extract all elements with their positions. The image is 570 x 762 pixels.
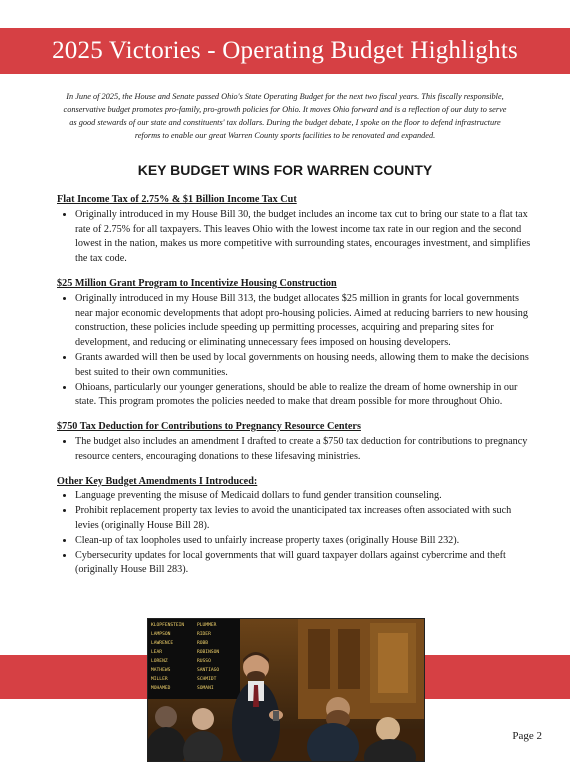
section-heading: Other Key Budget Amendments I Introduced:	[57, 475, 258, 487]
intro-paragraph: In June of 2025, the House and Senate passed Ohio's State Operating Budget for the next two fiscal years. This fiscally responsible, conservative budget promotes pro-family, pro-growth policies for Ohio. It moves Ohio forward and is a reflection of our duty to serve as good stewards of our state and constituents' tax dollars. During the budget debate, I spoke on the floor to defend infrastructure reforms to enable our great Warren County sports facilities to be renovated and expanded.	[63, 92, 507, 140]
board-name: SCHMIDT	[197, 677, 217, 682]
section-income-tax	[57, 193, 533, 267]
bullet-item: • Originally introduced in my House Bill 313, the budget allocates $25 million in grants for local governments near major economic developments that adopt pro-housing policies. Aimed at reducing barriers to new housing construction, these policies include speeding up permitting processes, acquiring and preparing sites for development, and reducing or eliminating unnecessary fees imposed on housing developers.	[75, 292, 533, 351]
board-name: ROBB	[197, 641, 209, 646]
photo-illustration	[148, 619, 424, 761]
bullet-item: • Prohibit replacement property tax levies to avoid the unanticipated tax increases often associated with such levies (originally House Bill 28).	[75, 504, 533, 534]
section-heading: Flat Income Tax of 2.75% & $1 Billion Income Tax Cut	[57, 194, 297, 205]
section-pregnancy-deduction	[57, 420, 533, 464]
board-name: PLUMMER	[197, 623, 217, 628]
bullet-item: • Cybersecurity updates for local governments that will guard taxpayer dollars against cybercrime and theft (originally House Bill 283).	[75, 549, 533, 579]
board-name: MOHAMED	[151, 686, 171, 691]
section-heading: $25 Million Grant Program to Incentivize Housing Construction	[57, 277, 337, 289]
board-name: LORENZ	[151, 659, 168, 664]
section-heading: $750 Tax Deduction for Contributions to Pregnancy Resource Centers	[57, 421, 361, 433]
house-floor-photo	[147, 618, 425, 762]
board-name: LAWRENCE	[151, 641, 174, 646]
board-name: SANTIAGO	[197, 668, 220, 673]
bullet-list	[57, 292, 533, 410]
section-title: KEY BUDGET WINS FOR WARREN COUNTY	[137, 162, 433, 178]
bullet-item: • The budget also includes an amendment I drafted to create a $750 tax deduction for contributions to pregnancy resource centers, encouraging donations to these lifesaving ministries.	[75, 435, 533, 465]
section-other-amendments	[57, 475, 533, 579]
board-name: MILLER	[151, 677, 168, 682]
bullet-item: • Originally introduced in my House Bill 30, the budget includes an income tax cut to bring our state to a flat tax rate of 2.75% for all taxpayers. This leaves Ohio with the lowest income tax rate in our region and the second lowest in the nation, makes us more competitive with surrounding states, encourages investment, and simplifies the tax code.	[75, 208, 533, 267]
board-name: ROBINSON	[197, 650, 220, 655]
page-number: Page 2	[512, 730, 542, 742]
bullet-list	[57, 435, 533, 465]
budget-content	[57, 193, 533, 588]
page-title: 2025 Victories - Operating Budget Highlights	[52, 37, 518, 64]
board-name: LEAR	[151, 650, 163, 655]
board-name: MATHEWS	[151, 668, 171, 673]
board-name: RIDER	[197, 632, 211, 637]
bullet-list	[57, 208, 533, 267]
board-name: LAMPSON	[151, 632, 171, 637]
bullet-item: • Ohioans, particularly our younger generations, should be able to realize the dream of home ownership in our state. This program promotes the policies needed to make that dream possible for more throughout Ohio.	[75, 381, 533, 411]
bullet-item: • Grants awarded will then be used by local governments on housing needs, allowing them to make the decisions best suited to their own communities.	[75, 351, 533, 381]
board-name: KLOPFENSTEIN	[151, 623, 185, 628]
header-banner	[0, 28, 570, 74]
board-name: SOMANI	[197, 686, 214, 691]
section-housing-grant	[57, 277, 533, 410]
bullet-item: • Clean-up of tax loopholes used to unfairly increase property taxes (originally House Bill 232).	[75, 534, 533, 549]
bullet-item: • Language preventing the misuse of Medicaid dollars to fund gender transition counseling.	[75, 489, 533, 504]
board-name: RUSSO	[197, 659, 211, 664]
bullet-list	[57, 489, 533, 578]
